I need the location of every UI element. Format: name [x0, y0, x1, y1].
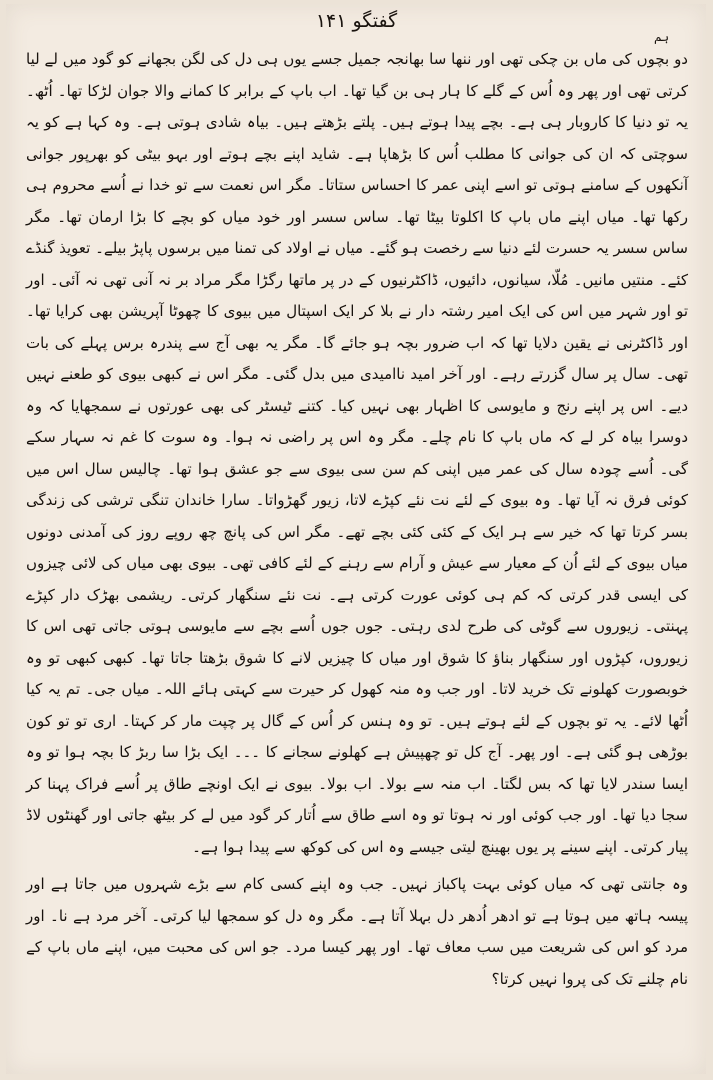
- paragraph-1: دو بچوں کی ماں بن چکی تھی اور ننھا سا بھانجہ جمیل جسے یوں ہی دل کی لگن بجھانے کو گود میں لے لیا کرتی تھی اور پھر وہ اُس کے گلے کا ہار ہی بن گیا تھا۔ اب باپ کے برابر کا کمانے والا جوان لڑکا تھا۔ اُٹھ۔ یہ تو دنیا کا کاروبار ہی ہے۔ بچے پیدا ہوتے ہیں۔ پلتے بڑھتے ہیں۔ بیاہ شادی ہوتی ہے۔ وہ کہا ہے کو یہ سوچتی کہ ان کی جوانی کا مطلب اُس کا بڑھاپا ہے۔ شاید اپنے بچے ہوتے اور بہو بیٹی کو بھرپور جوانی آنکھوں کے سامنے ہوتی تو اسے اپنی عمر کا احساس ستاتا۔ مگر اس نعمت سے تو خدا نے اُسے محروم ہی رکھا تھا۔ میاں اپنے ماں باپ کا اکلوتا بیٹا تھا۔ ساس سسر اور خود میاں کو بچے کا بڑا ارمان تھا۔ مگر ساس سسر یہ حسرت لئے دنیا سے رخصت ہو گئے۔ میاں نے اولاد کی تمنا میں برسوں پاپڑ بیلے۔ تعویذ گنڈے کئے۔ منتیں مانیں۔ مُلّا، سیانوں، دائیوں، ڈاکٹرنیوں کے در پر ماتھا رگڑا مگر مراد بر نہ آنی تھی نہ آئی۔ اور تو اور شہر میں اس کی ایک امیر رشتہ دار نے بلا کر ایک اسپتال میں بیوی کا چھوٹا آپریشن بھی کرایا تھا۔ اور ڈاکٹرنی نے یقین دلایا تھا کہ اب ضرور بچہ ہو جائے گا۔ مگر یہ بھی آج سے پندرہ برس پہلے کی بات تھی۔ سال پر سال گزرتے رہے۔ اور آخر امید ناامیدی میں بدل گئی۔ مگر اس نے کبھی بیوی کو طعنے نہیں دیے۔ اس پر اپنے رنج و مایوسی کا اظہار بھی نہیں کیا۔ کتنے ٹیسٹر کی بھی عورتوں نے سمجھایا کہ وہ دوسرا بیاہ کر لے کہ ماں باپ کا نام چلے۔ مگر وہ اس پر راضی نہ ہوا۔ وہ سوت کا غم نہ سہار سکے گی۔ اُسے چودہ سال کی عمر میں اپنی کم سن سی بیوی سے جو عشق ہوا تھا۔ چالیس سال اس میں کوئی فرق نہ آیا تھا۔ وہ بیوی کے لئے نت نئے کپڑے لاتا، زیور گھڑواتا۔ سارا خاندان تنگی ترشی کی زندگی بسر کرتا تھا کہ خیر سے ہر ایک کے کئی کئی بچے تھے۔ مگر اس کی پانچ چھ روپے روز کی آمدنی دونوں میاں بیوی کے لئے اُن کے معیار سے عیش و آرام سے رہنے کے لئے کافی تھی۔ بیوی بھی میاں کی لائی چیزوں کی ایسی قدر کرتی کہ کم ہی کوئی عورت کرتی ہے۔ نت نئے سنگھار کرتی۔ ریشمی بھڑک دار کپڑے پہنتی۔ زیوروں سے گوٹی کی طرح لدی رہتی۔ جوں جوں اُسے بچے سے مایوسی ہوتی جاتی تھی اس کا زیوروں، کپڑوں اور سنگھار بناؤ کا شوق اور میاں کا چیزیں لانے کا شوق بڑھتا جاتا تھا۔ کبھی کبھی تو وہ خوبصورت کھلونے تک خرید لاتا۔ اور جب وہ منہ کھول کر حیرت سے کہتی ہائے اللہ۔ میاں جی۔ تم یہ کیا اُٹھا لائے۔ یہ تو بچوں کے لئے ہوتے ہیں۔ تو وہ ہنس کر اُس کے گال پر چپت مار کر کہتا۔ اری تو تو کون بوڑھی ہو گئی ہے۔ اور پھر۔ آج کل تو چھپیش ہے کھلونے سجانے کا ۔۔۔ ایک بڑا سا ربڑ کا بچہ ہوا تو وہ ایسا سندر لایا تھا کہ بس لگتا۔ اب منہ سے بولا۔ اب بولا۔ بیوی نے ایک اونچے طاق پر اُسے فراک پہنا کر سجا دیا تھا۔ اور جب کوئی اور نہ ہوتا تو وہ اسے طاق سے اُتار کر گود میں لے کر بیٹھ جاتی اور گھنٹوں لاڈ پیار کرتی۔ اپنے سینے پر یوں بھینچ لیتی جیسے وہ اس کی کوکھ سے پیدا ہوا ہے۔: [26, 50, 688, 856]
- page-header: گفتگو ۱۴۱: [315, 10, 398, 32]
- body-text: [26, 44, 688, 995]
- paragraph-2: وہ جانتی تھی کہ میاں کوئی بہت پاکباز نہیں۔ جب وہ اپنے کسی کام سے بڑے شہروں میں جاتا ہے اور پیسہ ہاتھ میں ہوتا ہے تو ادھر اُدھر دل بہلا آتا ہے۔ مگر وہ دل کو سمجھا لیا کرتی۔ آخر مرد ہے نا۔ اور مرد کو اس کی شریعت میں سب معاف تھا۔ اور پھر کیسا مرد۔ جو اس کی محبت میں، اپنے ماں باپ کے نام چلنے تک کی پروا نہیں کرتا؟: [26, 875, 688, 988]
- margin-mark: ہم: [653, 30, 669, 44]
